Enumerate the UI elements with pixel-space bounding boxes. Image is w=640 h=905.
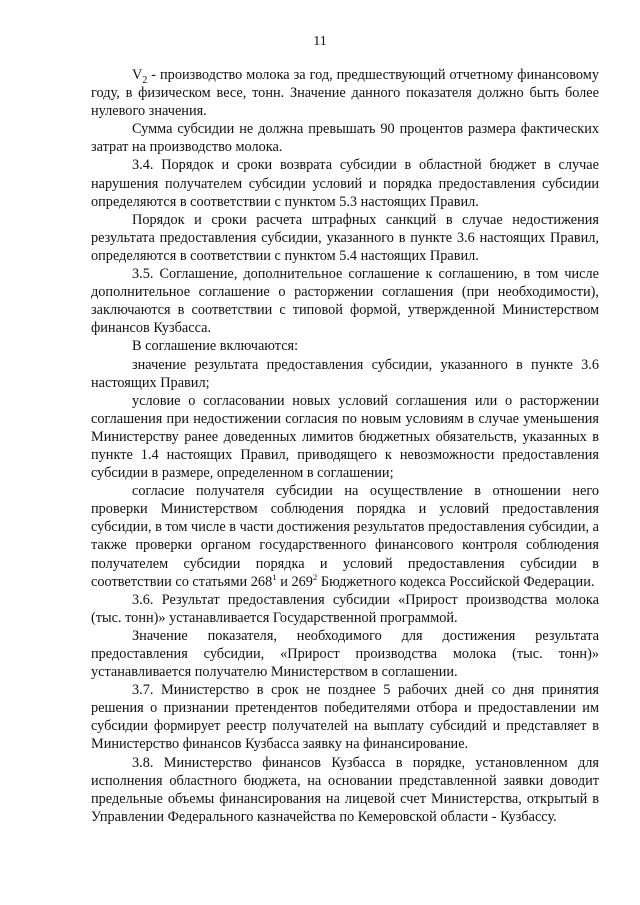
article-269-superscript: 2 xyxy=(312,571,318,582)
consent-text-part-3: Бюджетного кодекса Российской Федерации. xyxy=(317,573,595,590)
list-item-consent xyxy=(91,482,599,591)
paragraph-v2-definition xyxy=(91,66,599,120)
consent-text-part-1: согласие получателя субсидии на осуществление в отношении него проверки Министерством соблюдения порядка и условий предоставления субсидии, в том числе в части достижения результатов предоставления субсидии, а также проверки органом государственного финансового контроля соблюдения получателем субсидии порядка и условий предоставления субсидии в соответствии со статьями 268 xyxy=(91,483,599,590)
v2-definition-text: - производство молока за год, предшествующий отчетному финансовому году, в физическом весе, тонн. Значение данного показателя должно быть более нулевого значения. xyxy=(91,67,599,120)
v2-symbol: V xyxy=(132,67,143,83)
consent-text-part-2: и 269 xyxy=(276,573,313,590)
article-268-superscript: 1 xyxy=(272,571,277,582)
paragraph-includes: В соглашение включаются: xyxy=(132,338,299,355)
document-body xyxy=(91,66,599,826)
paragraph-3-6: 3.6. Результат предоставления субсидии «Прирост производства молока (тыс. тонн)» устанавливается Государственной программой. xyxy=(91,591,599,626)
v2-subscript: 2 xyxy=(142,74,148,86)
paragraph-3-8: 3.8. Министерство финансов Кузбасса в порядке, установленном для исполнения областного бюджета, на основании представленной заявки доводит предельные объемы финансирования на лицевой счет Министерства, открытый в Управлении Федерального казначейства по Кемеровской области - Кузбассу. xyxy=(91,754,599,825)
paragraph-penalty: Порядок и сроки расчета штрафных санкций в случае недостижения результата предоставления субсидии, указанного в пункте 3.6 настоящих Правил, определяются в соответствии с пунктом 5.4 настоящих Правил. xyxy=(91,211,599,264)
paragraph-3-7: 3.7. Министерство в срок не позднее 5 рабочих дней со дня принятия решения о признании претендентов победителями отбора и предоставлении им субсидии формирует реестр получателей на выплату субсидий и представляет в Министерство финансов Кузбасса заявку на финансирование. xyxy=(91,682,599,753)
list-item-conditions: условие о согласовании новых условий соглашения или о расторжении соглашения при недостижении согласия по новым условиям в случае уменьшения Министерству ранее доведенных лимитов бюджетных обязательств, указанных в пункте 1.4 настоящих Правил, приводящего к невозможности предоставления субсидии в размере, определенном в соглашении; xyxy=(91,392,599,482)
paragraph-3-4: 3.4. Порядок и сроки возврата субсидии в областной бюджет в случае нарушения получателем субсидии условий и порядка предоставления субсидии определяются в соответствии с пунктом 5.3 настоящих Правил. xyxy=(91,157,599,210)
paragraph-subsidy-limit: Сумма субсидии не должна превышать 90 процентов размера фактических затрат на производство молока. xyxy=(91,121,599,156)
page-number: 11 xyxy=(313,34,327,49)
paragraph-3-5: 3.5. Соглашение, дополнительное соглашение к соглашению, в том числе дополнительное соглашение о расторжении соглашения (при необходимости), заключаются в соответствии с типовой формой, утвержденной Министерством финансов Кузбасса. xyxy=(91,266,599,337)
paragraph-indicator: Значение показателя, необходимого для достижения результата предоставления субсидии, «Прирост производства молока (тыс. тонн)» устанавливается получателю Министерством в соглашении. xyxy=(91,627,599,681)
list-item-result-value: значение результата предоставления субсидии, указанного в пункте 3.6 настоящих Правил; xyxy=(91,356,599,391)
